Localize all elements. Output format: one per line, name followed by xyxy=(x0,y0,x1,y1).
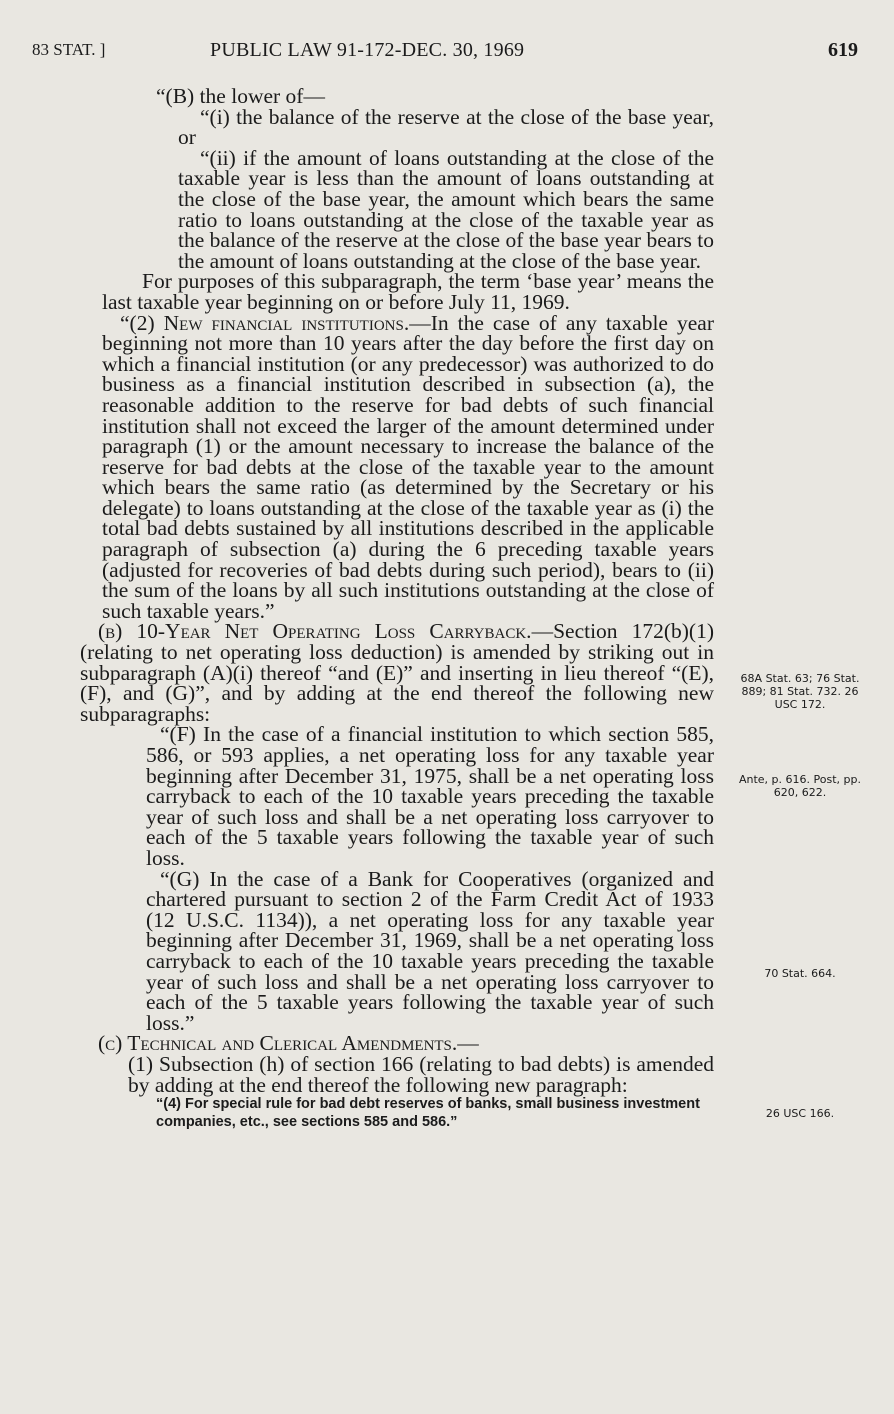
subparagraph-g: “(G) In the case of a Bank for Cooperatives (organized and chartered pursuant to section 2 of the Farm Credit Act of 1933 (12 U.S.C. 1134)), a net operating loss for any taxable year beginning after December 31, 1969, shall be a net operating loss carryback to each of the 10 taxable years preceding the taxable year of such loss and shall be a net operating loss carryover to each of the 5 taxable years following the taxable year of such loss.” xyxy=(146,866,714,1035)
paragraph-technical-amendments xyxy=(80,1033,714,1054)
page-title: PUBLIC LAW 91-172-DEC. 30, 1969 xyxy=(210,39,525,61)
document-body xyxy=(80,86,714,1131)
new-paragraph-4-quote: “(4) For special rule for bad debt reserves of banks, small business investment companies, etc., see sections 585 and 586.” xyxy=(156,1096,700,1131)
paragraph-2-text: —In the case of any taxable year beginning not more than 10 years after the day before the first day on which a financial institution (or any predecessor) was authorized to do business as a financial institution described in subsection (a), the reasonable addition to the reserve for bad debts of such financial institution shall not exceed the larger of the amount determined under paragraph (1) or the amount necessary to increase the balance of the reserve for bad debts at the close of the taxable year to the amount which bears the same ratio (as determined by the Secretary or his delegate) to loans outstanding at the close of the taxable year as (i) the total bad debts sustained by all institutions described in the applicable paragraph of subsection (a) during the 6 preceding taxable years (adjusted for recoveries of bad debts during such period), bears to (ii) the sum of the loans by all such institutions outstanding at the close of such taxable years.” xyxy=(102,310,714,623)
section-heading-10-year-carryback: (b) 10-Year Net Operating Loss Carryback. xyxy=(98,619,532,644)
paragraph-10-year-carryback xyxy=(80,621,714,724)
subparagraph-f: “(F) In the case of a financial institution to which section 585, 586, or 593 applies, a net operating loss for any taxable year beginning after December 31, 1975, shall be a net operating loss carryback to each of the 10 taxable years preceding the taxable year of such loss and shall be a net operating loss carryover to each of the 5 taxable years following the taxable year of such loss. xyxy=(146,722,714,870)
statute-citation-header: 83 STAT. ] xyxy=(32,40,106,59)
paragraph-c-dash: — xyxy=(457,1031,479,1056)
margin-note-citation-2: Ante, p. 616. Post, pp. 620, 622. xyxy=(738,773,861,799)
margin-note-citation-1: 68A Stat. 63; 76 Stat. 889; 81 Stat. 732. 26 USC 172. xyxy=(740,672,860,711)
paragraph-b-i: “(i) the balance of the reserve at the close of the base year, or xyxy=(178,104,714,150)
page-number: 619 xyxy=(828,39,858,61)
paragraph-c-1: (1) Subsection (h) of section 166 (relating to bad debts) is amended by adding at the end thereof the following new paragraph: xyxy=(128,1051,714,1097)
paragraph-new-financial-institutions xyxy=(80,310,714,623)
paragraph-b-ii: “(ii) if the amount of loans outstanding at the close of the taxable year is less than the amount of loans outstanding at the close of the base year, the amount which bears the same ratio to loans outstanding at the close of the taxable year as the balance of the reserve at the close of the base year bears to the amount of loans outstanding at the close of the base year. xyxy=(178,145,714,273)
paragraph-b-lower: “(B) the lower of— xyxy=(156,84,325,108)
margin-note-citation-4: 26 USC 166. xyxy=(765,1107,835,1120)
paragraph-b-text: —Section 172(b)(1) (relating to net operating loss deduction) is amended by striking out in subparagraph (A)(i) thereof “and (E)” and inserting in lieu thereof “(E), (F), and (G)”, and by adding at the end thereof the following new subparagraphs: xyxy=(80,619,714,726)
paragraph-base-year-definition: For purposes of this subparagraph, the term ‘base year’ means the last taxable year beginning on or before July 11, 1969. xyxy=(102,269,714,314)
section-heading-technical-amendments: (c) Technical and Clerical Amendments. xyxy=(98,1031,458,1056)
section-heading-new-financial-institutions: “(2) New financial institutions. xyxy=(120,310,410,335)
margin-note-citation-3: 70 Stat. 664. xyxy=(764,967,836,980)
